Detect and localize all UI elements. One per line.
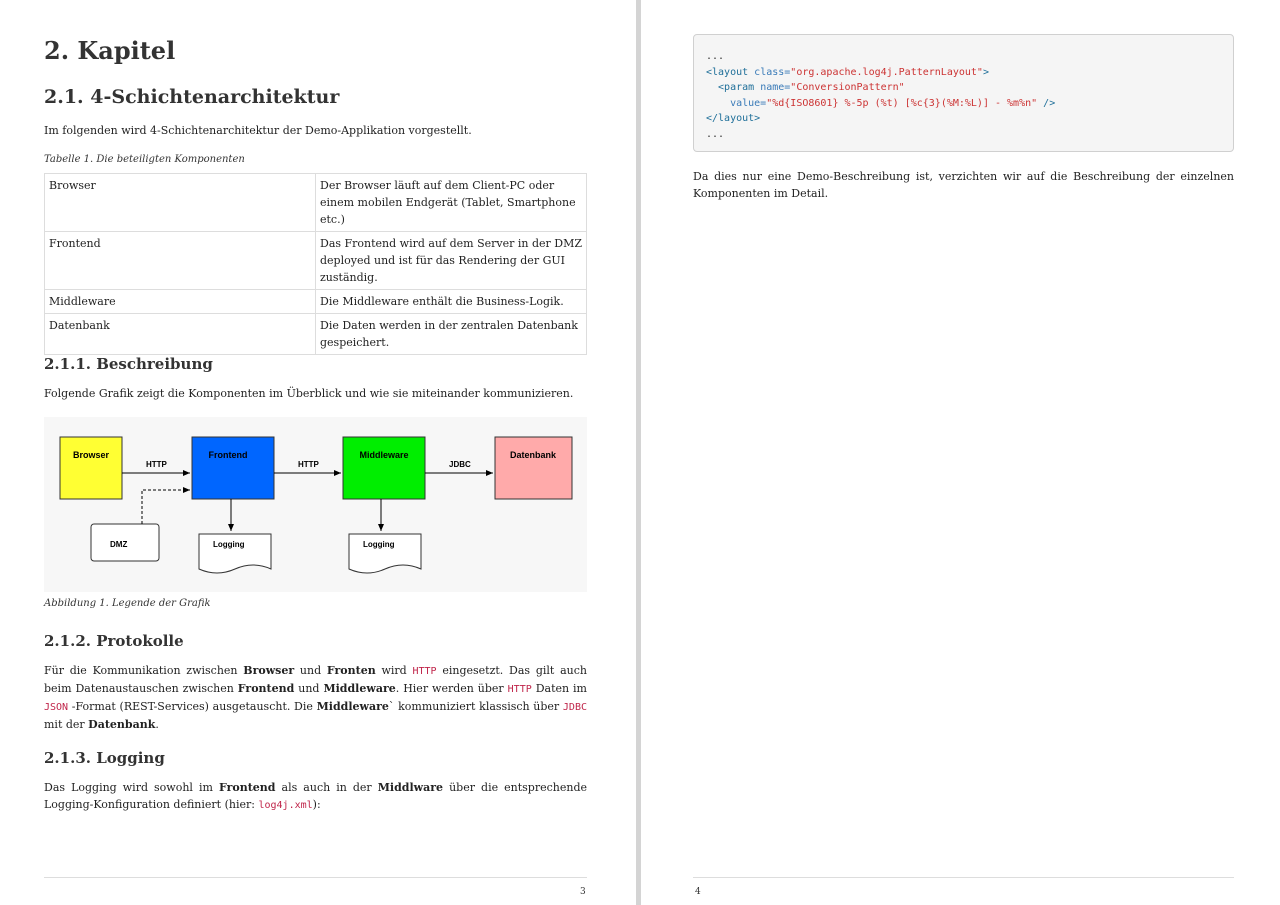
table-cell-desc: Das Frontend wird auf dem Server in der DMZ deployed und ist für das Rendering der GUI zuständig. [316, 232, 587, 290]
browser-node-label: Browser [72, 450, 110, 460]
logging-text: Das Logging wird sowohl im Frontend als auch in der Middlware über die entsprechende Logging-Konfiguration definiert (hier: log4j.xml): [44, 781, 587, 811]
section-title: 2.1. 4-Schichtenarchitektur [44, 86, 340, 108]
table-row [45, 314, 587, 355]
protokolle-text: Für die Kommunikation zwischen Browser und Fronten wird HTTP eingesetzt. Das gilt auch beim Datenaustauschen zwischen Frontend und Middleware. Hier werden über HTTP Daten im JSON -Format (REST-Services) ausgetauscht. Die Middleware` kommuniziert klassisch über JDBC mit der Datenbank. [44, 664, 587, 731]
edge-http-label-1: HTTP [146, 460, 167, 469]
middleware-node [343, 437, 425, 499]
footer-divider [693, 877, 1234, 878]
footer-divider [44, 877, 587, 878]
table-row [45, 174, 587, 232]
chapter-title: 2. Kapitel [44, 36, 176, 65]
table-row [45, 290, 587, 314]
detail-text: Da dies nur eine Demo-Beschreibung ist, verzichten wir auf die Beschreibung der einzelnen Komponenten im Detail. [693, 170, 1234, 200]
dmz-node-label: DMZ [110, 540, 128, 549]
edge-jdbc-label: JDBC [449, 460, 471, 469]
page-left [0, 0, 636, 905]
logging-node-2-label: Logging [363, 540, 395, 549]
table-cell-desc: Die Middleware enthält die Business-Logik. [316, 290, 587, 314]
subsection-title-protokolle: 2.1.2. Protokolle [44, 632, 184, 650]
architecture-diagram [44, 417, 587, 592]
middleware-node-label: Middleware [359, 450, 409, 460]
code-block [693, 34, 1234, 152]
intro-text: Im folgenden wird 4-Schichtenarchitektur der Demo-Applikation vorgestellt. [44, 124, 472, 137]
table-cell-desc: Die Daten werden in der zentralen Datenbank gespeichert. [316, 314, 587, 355]
beschreibung-text: Folgende Grafik zeigt die Komponenten im Überblick und wie sie miteinander kommunizieren. [44, 387, 574, 400]
frontend-node-label: Frontend [208, 450, 248, 460]
table-cell-name: Datenbank [45, 314, 316, 355]
datenbank-node-label: Datenbank [509, 450, 557, 460]
browser-node [60, 437, 122, 499]
table-cell-name: Middleware [45, 290, 316, 314]
table-cell-name: Browser [45, 174, 316, 232]
figure-caption: Abbildung 1. Legende der Grafik [44, 598, 211, 609]
table-row [45, 232, 587, 290]
table-cell-desc: Der Browser läuft auf dem Client-PC oder einem mobilen Endgerät (Tablet, Smartphone etc.) [316, 174, 587, 232]
table-caption: Tabelle 1. Die beteiligten Komponenten [44, 154, 245, 165]
subsection-title-beschreibung: 2.1.1. Beschreibung [44, 355, 213, 373]
datenbank-node [495, 437, 572, 499]
subsection-title-logging: 2.1.3. Logging [44, 749, 165, 767]
logging-node-1-label: Logging [213, 540, 245, 549]
frontend-node [192, 437, 274, 499]
page-number: 4 [695, 887, 701, 897]
page-right [641, 0, 1280, 905]
edge-http-label-2: HTTP [298, 460, 319, 469]
table-cell-name: Frontend [45, 232, 316, 290]
page-number: 3 [580, 887, 586, 897]
code-listing: ... <layout class="org.apache.log4j.PatternLayout"> <param name="ConversionPattern" value="%d{ISO8601} %-5p (%t) [%c{3}(%M:%L)] - %m%n" /> </layout> ... [706, 51, 1056, 140]
components-table [44, 173, 587, 355]
